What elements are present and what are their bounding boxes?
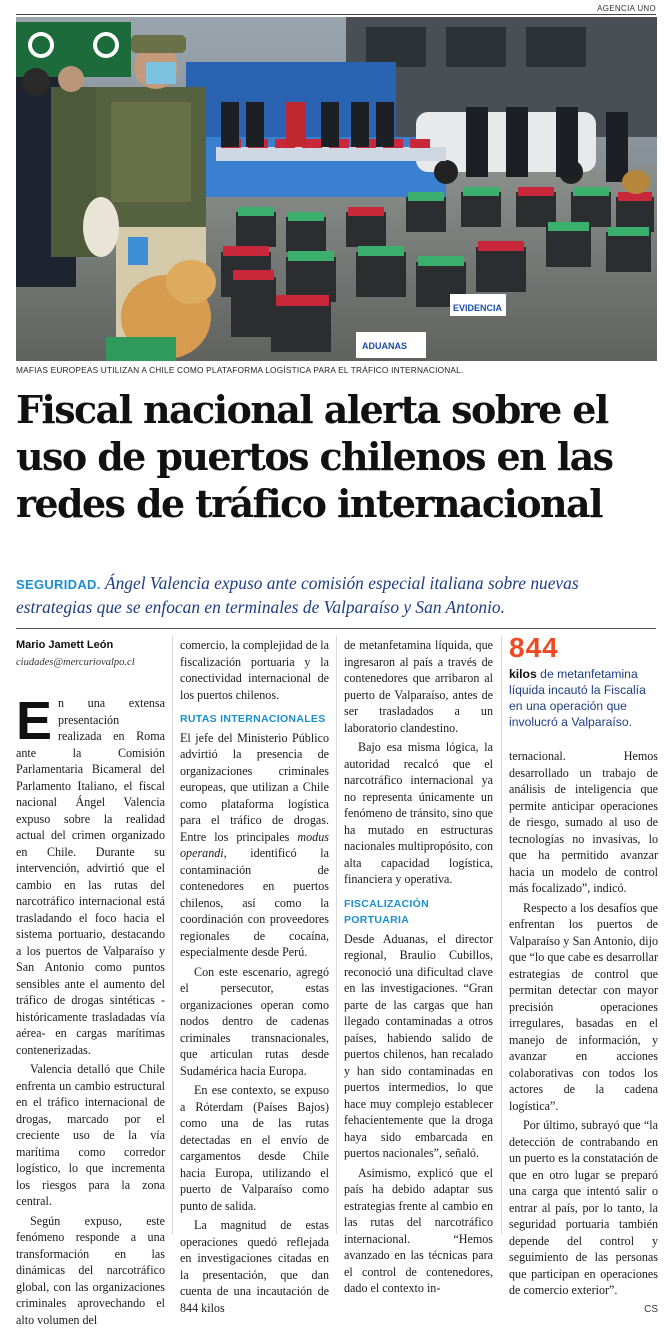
paragraph: Según expuso, este fenómeno responde a una transformación en las dinámicas del narcotráfico global, con las organizaciones criminales aprovechando el alto volumen del xyxy=(16,1213,165,1328)
paragraph: Valencia detalló que Chile enfrenta un cambio estructural en el tráfico internacional de drogas, marcado por el creciente uso de la vía marítima como corredor logístico, lo que incrementa los riesgos para la zona central. xyxy=(16,1061,165,1210)
column-divider xyxy=(501,636,502,1234)
column-divider xyxy=(172,636,173,1234)
stat-box xyxy=(509,634,659,730)
aduanas-label: ADUANAS xyxy=(362,341,407,351)
paragraph-text: El jefe del Ministerio Público advirtió la presencia de organizaciones criminales europeas, que utilizan a Chile como plataforma logística para el tráfico de drogas. Entre los principales xyxy=(180,731,329,844)
italic-term: modus operandi xyxy=(180,830,329,861)
section-rule xyxy=(16,628,656,629)
top-rule xyxy=(16,14,656,15)
paragraph: comercio, la complejidad de la fiscalización portuaria y la conectividad internacional de los puertos chilenos. xyxy=(180,637,329,703)
stat-description: de metanfetamina líquida incautó la Fiscalía en una operación que involucró a Valparaíso. xyxy=(509,667,646,729)
evidencia-label: EVIDENCIA xyxy=(453,303,503,313)
subheading-fiscalizacion: FISCALIZACIÓN PORTUARIA xyxy=(344,896,493,929)
column-3 xyxy=(344,637,493,1297)
paragraph xyxy=(16,695,165,1058)
column-divider xyxy=(336,636,337,1234)
headline: Fiscal nacional alerta sobre el uso de puertos chilenos en las redes de tráfico internacional xyxy=(16,386,656,527)
end-mark: CS xyxy=(644,1302,658,1319)
paragraph: Con este escenario, agregó el persecutor, estas organizaciones operan como nodos dentro de cadenas criminales transnacionales, que articulan rutas desde Sudamérica hacia Europa. xyxy=(180,964,329,1080)
paragraph: ternacional. Hemos desarrollado un trabajo de análisis de inteligencia que permite anticipar operaciones de riesgo, sumado al uso de tecnologías no invasivas, lo que ha permitido avanzar hacia un modelo de control más focalizado”, indicó. xyxy=(509,748,658,897)
paragraph xyxy=(180,730,329,961)
drop-cap: E xyxy=(16,699,52,743)
section-tag: SEGURIDAD. xyxy=(16,577,101,592)
paragraph: Bajo esa misma lógica, la autoridad recalcó que el narcotráfico internacional ya no representa únicamente un fenómeno de tránsito, sino que ha mutado en estructuras nacionales multipropósito, con alta capacidad logística, financiera y operativa. xyxy=(344,739,493,888)
paragraph: de metanfetamina líquida, que ingresaron al país a través de contenedores que arribaron al puerto de Valparaíso, antes de ser trasladados a un laboratorio clandestino. xyxy=(344,637,493,736)
paragraph: La magnitud de estas operaciones quedó reflejada en investigaciones citadas en la presentación, que dan cuenta de una incautación de 844 kilos xyxy=(180,1217,329,1316)
paragraph-text: n una extensa presentación realizada en Roma ante la Comisión Parlamentaria Bicameral del Parlamento Italiano, el fiscal nacional Ángel Valencia expuso sobre la realidad actual del crimen organizado en Chile. Durante su intervención, advirtió que el cambio en las rutas del narcotráfico internacional está trasladando el foco hacia el sistema portuario, destacando a los puertos de Valparaíso y San Antonio como puntos sensibles ante el aumento del tráfico de drogas sintéticas -históricamente trasladadas vía aérea- en cargas marítimas contenerizadas. xyxy=(16,696,165,1057)
paragraph-text: , identificó la contaminación de contenedores en puertos chilenos, así como la coordinación con proveedores regionales de cocaína, especialmente desde Perú. xyxy=(180,846,329,959)
stat-number: 844 xyxy=(509,634,659,662)
paragraph: Respecto a los desafíos que enfrentan los puertos de Valparaíso y San Antonio, dijo que “lo que cabe es desarrollar estrategias de control que permitan detectar con mayor precisión operaciones irregulares, basadas en el manejo de información, y avanzar en acciones colaborativas con todos los actores de la cadena logística”. xyxy=(509,900,658,1115)
stat-unit: kilos xyxy=(509,667,537,681)
column-2 xyxy=(180,637,329,1316)
paragraph: Por último, subrayó que “la detección de contrabando en un puerto es la constatación de que en otro lugar se preparó una carga que intentó salir o entrar al país, por lo tanto, la seguridad portuaria también depende del control y seguimiento de las personas que participan en operaciones de comercio exterior”. xyxy=(509,1117,658,1299)
column-1 xyxy=(16,637,165,1328)
author-email[interactable]: ciudades@mercuriovalpo.cl xyxy=(16,655,165,672)
police-drug-seizure-image xyxy=(16,17,657,361)
lede-text: Ángel Valencia expuso ante comisión especial italiana sobre nuevas estrategias que se enfocan en terminales de Valparaíso y San Antonio. xyxy=(16,573,579,617)
paragraph: Desde Aduanas, el director regional, Braulio Cubillos, reconoció una dificultad clave en las investigaciones. “Gran parte de las cargas que han llegado contaminadas a otros países, habiendo salido de puertos chilenos, han recalado y han sido contaminadas en puertos intermedios, lo que hace muy complejo establecer fehacientemente que la droga haya sido embarcada en puertos nacionales”, señaló. xyxy=(344,931,493,1162)
subheading-rutas: RUTAS INTERNACIONALES xyxy=(180,711,329,728)
photo-credit: AGENCIA UNO xyxy=(597,4,656,13)
lede xyxy=(16,572,652,618)
author-name: Mario Jamett León xyxy=(16,637,165,654)
column-4 xyxy=(509,748,658,1318)
paragraph: Asimismo, explicó que el país ha debido adaptar sus estrategias frente al cambio en las rutas del narcotráfico internacional. “Hemos avanzado en las técnicas para el control de contenedores, dado el contexto in- xyxy=(344,1165,493,1297)
news-photo xyxy=(16,17,657,361)
paragraph: En ese contexto, se expuso a Róterdam (Países Bajos) como una de las rutas detectadas en el envío de cargamentos desde Chile hacia Europa, utilizando el puerto de Valparaíso como punto de salida. xyxy=(180,1082,329,1214)
stat-text xyxy=(509,666,659,730)
photo-caption: MAFIAS EUROPEAS UTILIZAN A CHILE COMO PLATAFORMA LOGÍSTICA PARA EL TRÁFICO INTERNACIONAL. xyxy=(16,365,463,375)
